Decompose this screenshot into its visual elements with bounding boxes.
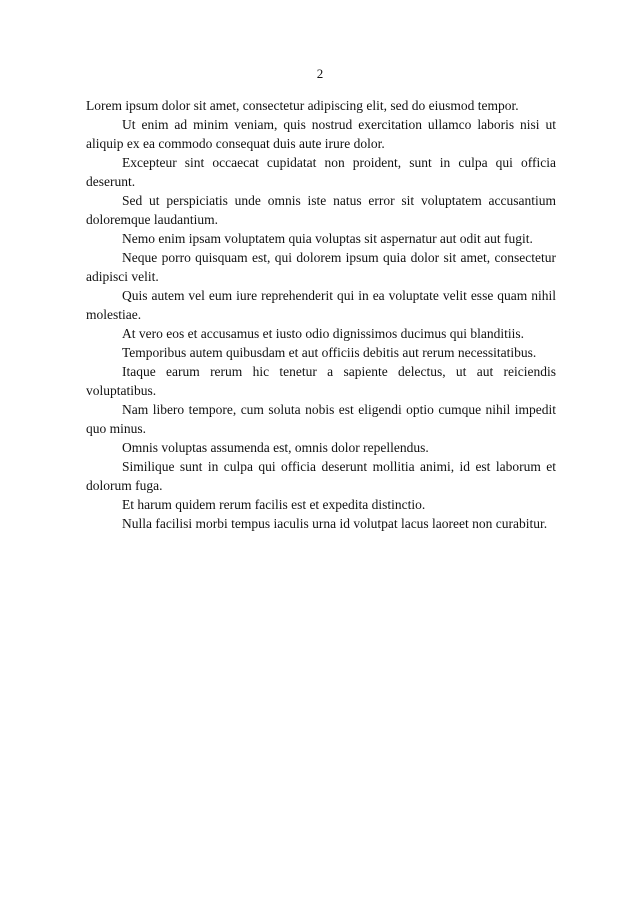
page-number: 2 [316, 66, 324, 81]
paragraph: Temporibus autem quibusdam et aut officiis debitis aut rerum necessitatibus. [122, 345, 537, 360]
paragraph: Sed ut perspiciatis unde omnis iste natus error sit voluptatem accusantium doloremque laudantium. [86, 193, 556, 227]
paragraph: Neque porro quisquam est, qui dolorem ipsum quia dolor sit amet, consectetur adipisci velit. [86, 250, 556, 284]
paragraph: Excepteur sint occaecat cupidatat non proident, sunt in culpa qui officia deserunt. [86, 155, 556, 189]
paragraph: Nam libero tempore, cum soluta nobis est eligendi optio cumque nihil impedit quo minus. [86, 402, 556, 436]
paragraph: Quis autem vel eum iure reprehenderit qui in ea voluptate velit esse quam nihil molestiae. [86, 288, 556, 322]
paragraph: Nulla facilisi morbi tempus iaculis urna id volutpat lacus laoreet non curabitur. [122, 516, 548, 531]
paragraph: At vero eos et accusamus et iusto odio dignissimos ducimus qui blanditiis. [122, 326, 524, 341]
paragraph: Omnis voluptas assumenda est, omnis dolor repellendus. [122, 440, 429, 455]
document-body [86, 96, 556, 533]
paragraph: Similique sunt in culpa qui officia deserunt mollitia animi, id est laborum et dolorum fuga. [86, 459, 556, 493]
paragraph: Nemo enim ipsam voluptatem quia voluptas sit aspernatur aut odit aut fugit. [122, 231, 533, 246]
paragraph: Ut enim ad minim veniam, quis nostrud exercitation ullamco laboris nisi ut aliquip ex ea commodo consequat duis aute irure dolor. [86, 117, 556, 151]
paragraph: Et harum quidem rerum facilis est et expedita distinctio. [122, 497, 426, 512]
paragraph: Lorem ipsum dolor sit amet, consectetur adipiscing elit, sed do eiusmod tempor. [86, 98, 519, 113]
paragraph: Itaque earum rerum hic tenetur a sapiente delectus, ut aut reiciendis voluptatibus. [86, 364, 556, 398]
